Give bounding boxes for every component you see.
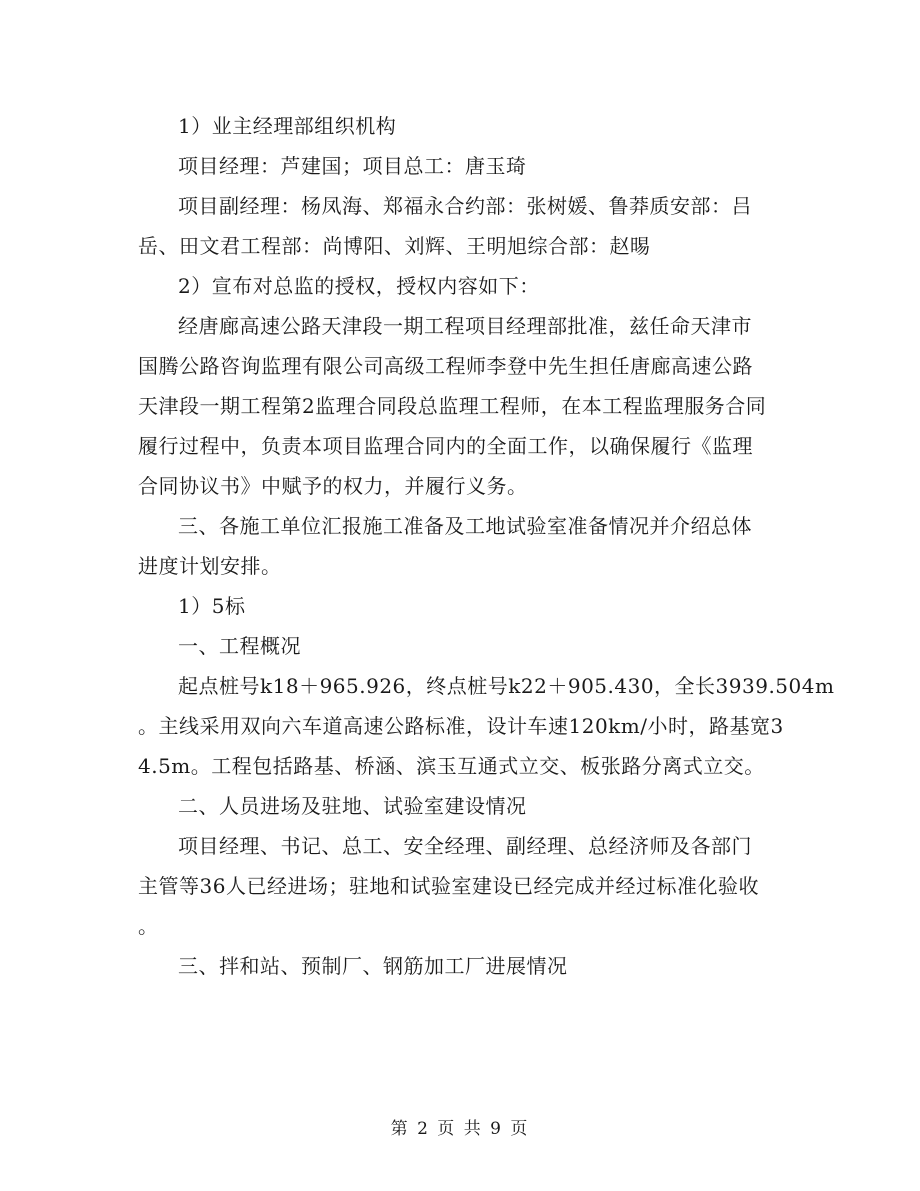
text-line-10: 合同协议书》中赋予的权力，并履行义务。 bbox=[138, 474, 528, 498]
text-line-13: 1）5标 bbox=[178, 594, 246, 618]
text-line-12: 进度计划安排。 bbox=[138, 554, 282, 578]
text-line-21: 。 bbox=[138, 914, 159, 938]
text-line-22: 三、拌和站、预制厂、钢筋加工厂进展情况 bbox=[178, 954, 568, 978]
text-line-8: 天津段一期工程第2监理合同段总监理工程师，在本工程监理服务合同 bbox=[138, 394, 767, 418]
text-line-9: 履行过程中，负责本项目监理合同内的全面工作，以确保履行《监理 bbox=[138, 434, 753, 458]
text-line-15: 起点桩号k18＋965.926，终点桩号k22＋905.430，全长3939.504m bbox=[178, 674, 835, 698]
text-line-4: 岳、田文君工程部：尚博阳、刘辉、王明旭综合部：赵晹 bbox=[138, 234, 651, 258]
text-line-5: 2）宣布对总监的授权，授权内容如下： bbox=[178, 274, 540, 298]
text-line-17: 4.5m。工程包括路基、桥涵、滨玉互通式立交、板张路分离式立交。 bbox=[138, 754, 765, 778]
text-line-16: 。主线采用双向六车道高速公路标准，设计车速120km/小时，路基宽3 bbox=[138, 714, 784, 738]
text-line-1: 1）业主经理部组织机构 bbox=[178, 114, 397, 138]
page-number-footer: 第 2 页 共 9 页 bbox=[390, 1119, 530, 1139]
text-line-2: 项目经理：芦建国；项目总工：唐玉琦 bbox=[178, 154, 527, 178]
text-line-18: 二、人员进场及驻地、试验室建设情况 bbox=[178, 794, 527, 818]
text-line-14: 一、工程概况 bbox=[178, 634, 301, 658]
document-body bbox=[138, 106, 835, 986]
text-line-7: 国腾公路咨询监理有限公司高级工程师李登中先生担任唐廊高速公路 bbox=[138, 354, 753, 378]
text-line-3: 项目副经理：杨凤海、郑福永合约部：张树媛、鲁莽质安部：吕 bbox=[178, 194, 752, 218]
text-line-20: 主管等36人已经进场；驻地和试验室建设已经完成并经过标准化验收 bbox=[138, 874, 759, 898]
text-line-19: 项目经理、书记、总工、安全经理、副经理、总经济师及各部门 bbox=[178, 834, 752, 858]
text-line-6: 经唐廊高速公路天津段一期工程项目经理部批准，兹任命天津市 bbox=[178, 314, 752, 338]
text-line-11: 三、各施工单位汇报施工准备及工地试验室准备情况并介绍总体 bbox=[178, 514, 752, 538]
